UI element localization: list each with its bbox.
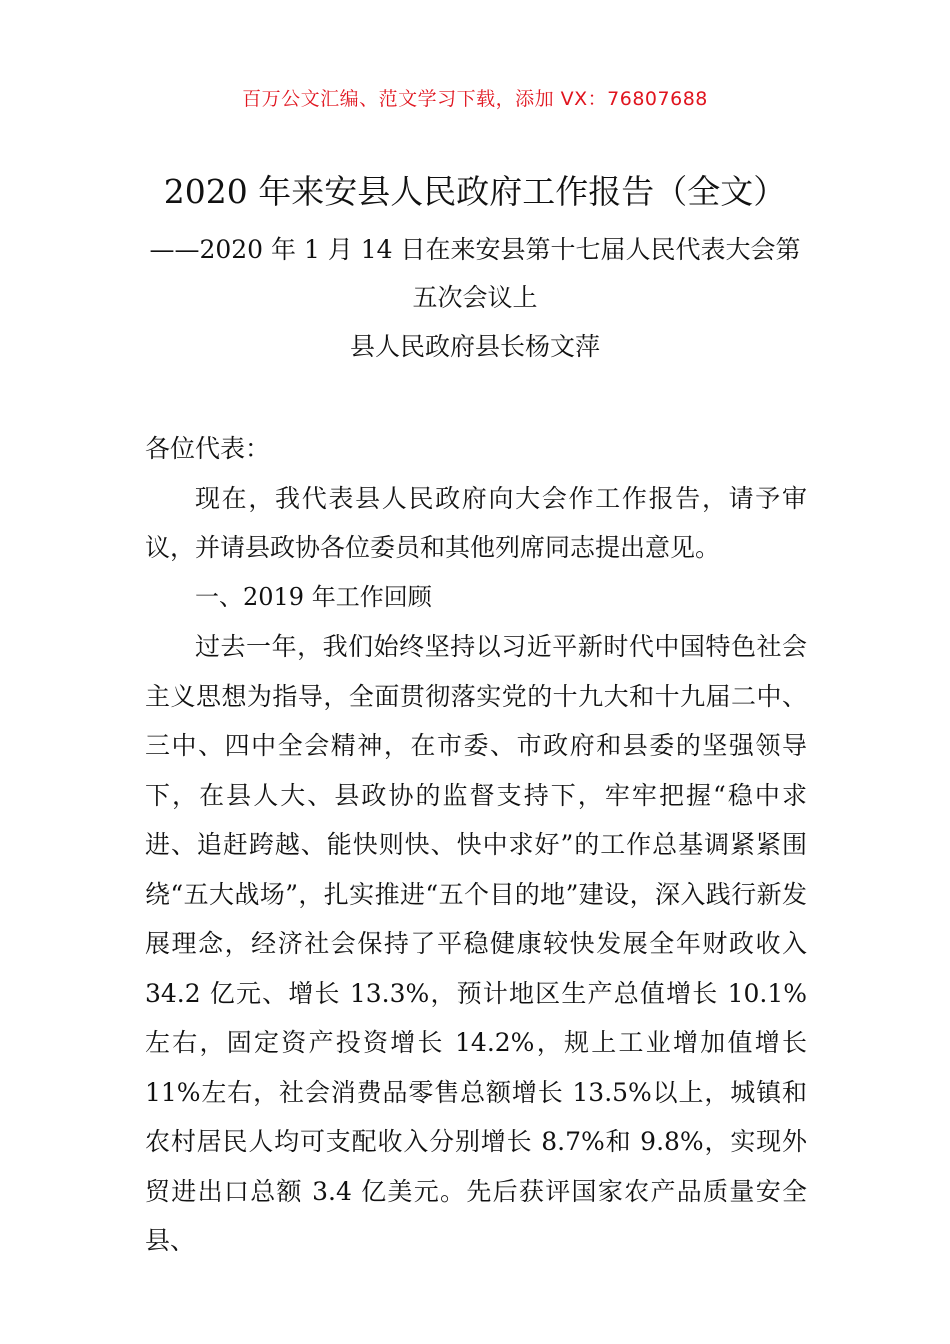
document-body — [145, 424, 807, 1266]
body-paragraph: 过去一年，我们始终坚持以习近平新时代中国特色社会主义思想为指导，全面贯彻落实党的十九大和十九届二中、三中、四中全会精神，在市委、市政府和县委的坚强领导下，在县人大、县政协的监督支持下，牢牢把握“稳中求进、追赶跨越、能快则快、快中求好”的工作总基调紧紧围绕“五大战场”，扎实推进“五个目的地”建设，深入践行新发展理念，经济社会保持了平稳健康较快发展全年财政收入 34.2 亿元、增长 13.3%，预计地区生产总值增长 10.1%左右，固定资产投资增长 14.2%，规上工业增加值增长 11%左右，社会消费品零售总额增长 13.5%以上，城镇和农村居民人均可支配收入分别增长 8.7%和 9.8%，实现外贸进出口总额 3.4 亿美元。先后获评国家农产品质量安全县、 — [145, 632, 807, 1255]
salutation: 各位代表： — [145, 434, 271, 463]
document-title: 2020 年来安县人民政府工作报告（全文） — [163, 172, 787, 211]
document-author: 县人民政府县长杨文萍 — [349, 332, 600, 361]
header-banner: 百万公文汇编、范文学习下载，添加 VX：76807688 — [242, 88, 708, 110]
section-heading: 一、2019 年工作回顾 — [195, 582, 432, 611]
document-subtitle: ——2020 年 1 月 14 日在来安县第十七届人民代表大会第五次会议上 — [149, 235, 801, 312]
intro-paragraph: 现在，我代表县人民政府向大会作工作报告，请予审议，并请县政协各位委员和其他列席同志提出意见。 — [145, 483, 807, 562]
